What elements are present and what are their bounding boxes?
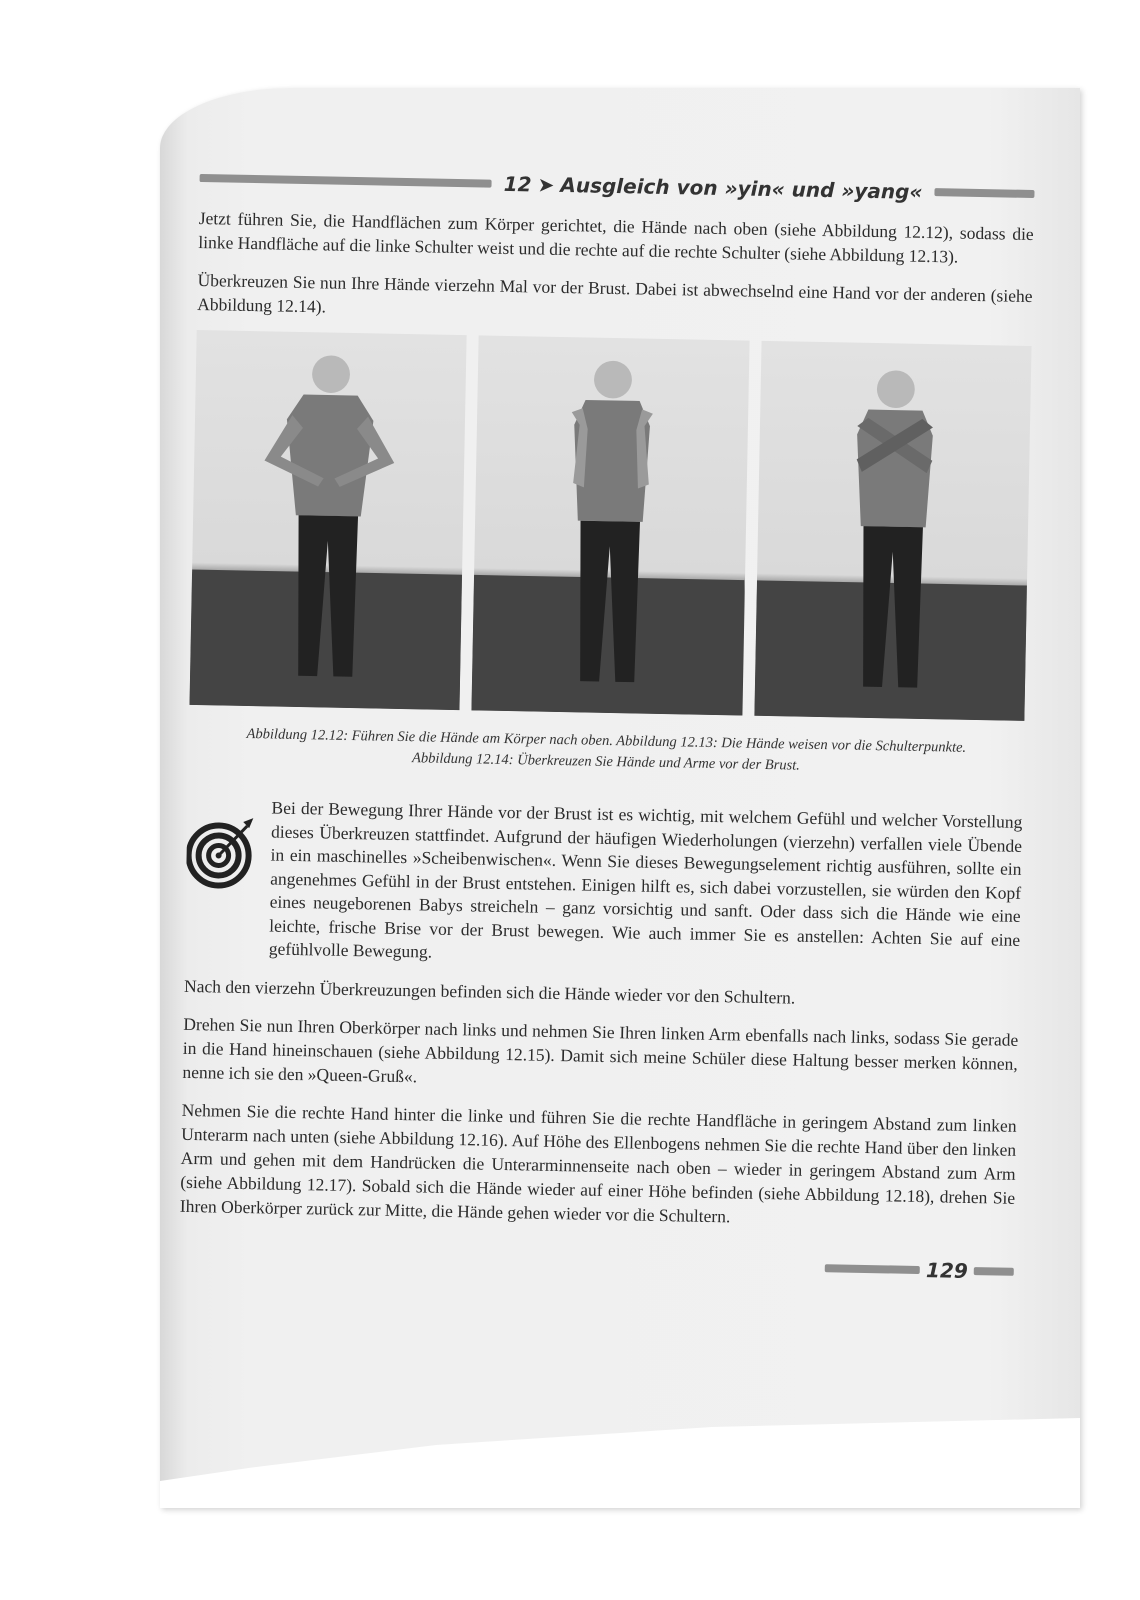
- page-number: 129: [925, 1257, 969, 1283]
- chapter-number: 12: [503, 171, 532, 197]
- arrow-icon: ➤: [537, 172, 555, 197]
- header-rule-left: [200, 174, 492, 188]
- woman-hands-at-waist-image: [189, 330, 466, 710]
- target-icon: [186, 805, 258, 896]
- figure-row: [189, 330, 1031, 721]
- photo-figure-12-13: [472, 335, 749, 715]
- paragraph-1: Jetzt führen Sie, die Handflächen zum Körper gerichtet, die Hände nach oben (siehe Abbildung 12.12), sodass die linke Handfläche auf die linke Schulter weist und die rechte auf die rechte Schulter (siehe Abbildung 12.13).: [198, 207, 1034, 267]
- tip-paragraph: Bei der Bewegung Ihrer Hände vor der Brust ist es wichtig, mit welchem Gefühl und welcher Vorstellung dieses Überkreuzen stattfindet. Aufgrund der häufigen Wiederholungen (vierzehn) verfallen viele Übende in ein maschinelles »Scheibenwischen«. Wenn Sie dieses Bewegungselement richtig ausführen, sollte ein angenehmes Gefühl in der Brust entstehen. Einigen hilft es, sich dabei vorzustellen, sie würden den Kopf eines neugeborenen Babys streicheln – ganz vorsichtig und sanft. Oder dass sich die Hände wie eine leichte, frische Brise vor der Brust bewegen. Wie auch immer Sie es anstellen: Achten Sie auf eine gefühlvolle Bewegung.: [268, 797, 1023, 962]
- page-footer: [179, 1243, 1014, 1283]
- header-rule-right: [934, 188, 1034, 198]
- footer-rule-left: [825, 1264, 920, 1274]
- book-page: [160, 88, 1080, 1508]
- paragraph-3: Nach den vierzehn Überkreuzungen befinden sich die Hände wieder vor den Schultern.: [183, 975, 796, 1008]
- paragraph-4: Drehen Sie nun Ihren Oberkörper nach links und nehmen Sie Ihren linken Arm ebenfalls nach links, sodass Sie gerade in die Hand hineinschauen (siehe Abbildung 12.15). Damit sich meine Schüler diese Haltung besser merken können, nenne ich sie den »Queen-Gruß«.: [182, 1013, 1019, 1086]
- paragraph-2: Überkreuzen Sie nun Ihre Hände vierzehn Mal vor der Brust. Dabei ist abwechselnd eine Hand vor der anderen (siehe Abbildung 12.14).: [197, 269, 1033, 317]
- woman-hands-raised-image: [472, 335, 749, 715]
- photo-figure-12-14: [754, 341, 1031, 721]
- photo-figure-12-12: [189, 330, 466, 710]
- paragraph-5: Nehmen Sie die rechte Hand hinter die linke und führen Sie die rechte Handfläche in geringem Abstand zum linken Unterarm nach unten (siehe Abbildung 12.16). Auf Höhe des Ellenbogens nehmen Sie die rechte Hand über den linken Arm und gehen mit dem Handrücken die Unterarminnenseite nach oben – wieder in geringem Abstand zum Arm (siehe Abbildung 12.17). Sobald sich die Hände wieder auf einer Höhe befinden (siehe Abbildung 12.18), drehen Sie Ihren Oberkörper zurück zur Mitte, die Hände gehen wieder vor die Schultern.: [179, 1099, 1017, 1226]
- tip-box: [185, 795, 1023, 975]
- tip-text: [269, 796, 1023, 975]
- page-content: [179, 158, 1035, 1283]
- woman-arms-crossed-image: [754, 341, 1031, 721]
- figure-caption: Abbildung 12.12: Führen Sie die Hände am Körper nach oben. Abbildung 12.13: Die Hände weisen vor die Schulterpunkte. Abbildung 12.14: Überkreuzen Sie Hände und Arme vor der Brust.: [246, 726, 967, 774]
- footer-rule-right: [974, 1267, 1014, 1276]
- chapter-heading: [492, 172, 935, 204]
- running-head: [199, 158, 1035, 214]
- chapter-title: Ausgleich von »yin« und »yang«: [560, 172, 923, 204]
